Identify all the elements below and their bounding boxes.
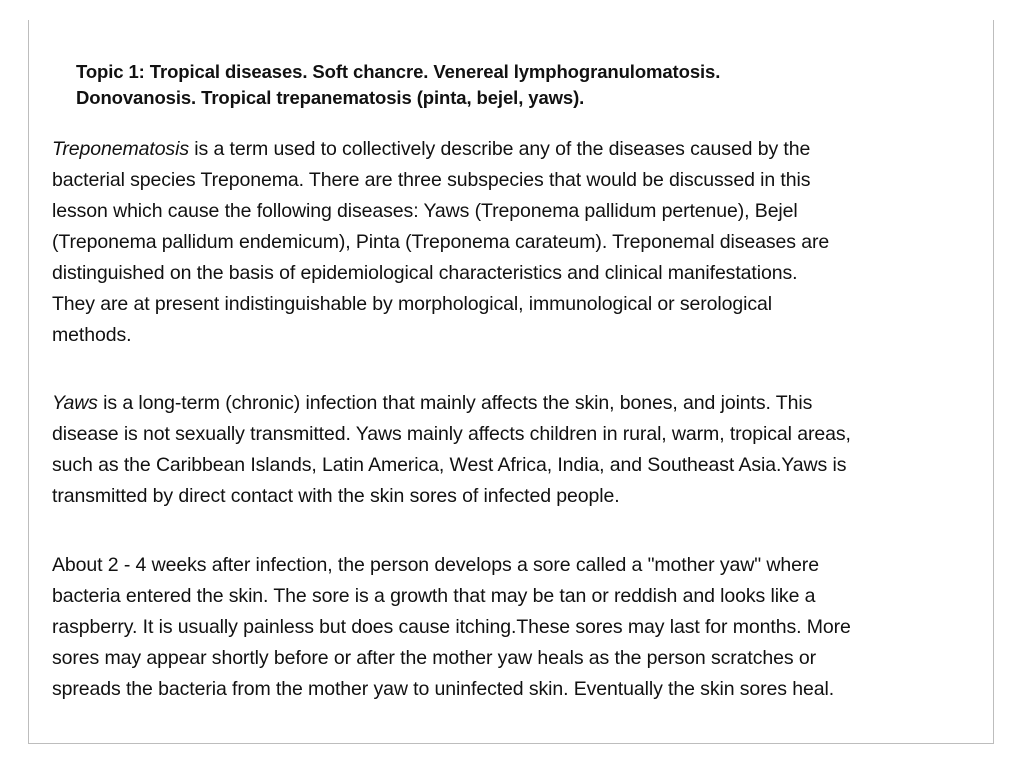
title-line: Topic 1: Tropical diseases. Soft chancre. Venereal lymphogranulomatosis. — [76, 61, 721, 82]
lead-term: Yaws — [52, 392, 98, 414]
paragraph-line: They are at present indistinguishable by morphological, immunological or serological — [52, 293, 772, 315]
paragraph-line: transmitted by direct contact with the skin sores of infected people. — [52, 485, 620, 507]
document-page — [28, 20, 994, 744]
title-line: Donovanosis. Tropical trepanematosis (pinta, bejel, yaws). — [76, 87, 585, 108]
lead-term: Treponematosis — [52, 138, 189, 160]
paragraph-line: sores may appear shortly before or after the mother yaw heals as the person scratches or — [52, 647, 816, 669]
paragraph-line: such as the Caribbean Islands, Latin America, West Africa, India, and Southeast Asia.Yaws is — [52, 454, 847, 476]
paragraph-line: (Treponema pallidum endemicum), Pinta (Treponema carateum). Treponemal diseases are — [52, 231, 830, 253]
paragraph-first-line: About 2 - 4 weeks after infection, the person develops a sore called a "mother yaw" where — [52, 554, 819, 576]
paragraph-line: lesson which cause the following diseases: Yaws (Treponema pallidum pertenue), Bejel — [52, 200, 798, 222]
paragraph-line: bacterial species Treponema. There are three subspecies that would be discussed in this — [52, 169, 811, 191]
paragraph-mother-yaw — [52, 550, 972, 705]
paragraph-line: bacteria entered the skin. The sore is a growth that may be tan or reddish and looks like a — [52, 585, 816, 607]
paragraph-line: spreads the bacteria from the mother yaw to uninfected skin. Eventually the skin sores heal. — [52, 678, 835, 700]
paragraph-first-line — [52, 134, 972, 165]
paragraph-treponematosis — [52, 134, 972, 351]
paragraph-yaws — [52, 388, 972, 512]
first-line-text: is a term used to collectively describe any of the diseases caused by the — [188, 138, 811, 160]
paragraph-line: raspberry. It is usually painless but does cause itching.These sores may last for months. More — [52, 616, 851, 638]
paragraph-line: disease is not sexually transmitted. Yaws mainly affects children in rural, warm, tropical areas, — [52, 423, 851, 445]
paragraph-line: distinguished on the basis of epidemiological characteristics and clinical manifestations. — [52, 262, 798, 284]
paragraph-first-line — [52, 388, 972, 419]
paragraph-line: methods. — [52, 324, 132, 346]
document-title — [76, 59, 956, 111]
first-line-text: is a long-term (chronic) infection that mainly affects the skin, bones, and joints. This — [97, 392, 813, 414]
